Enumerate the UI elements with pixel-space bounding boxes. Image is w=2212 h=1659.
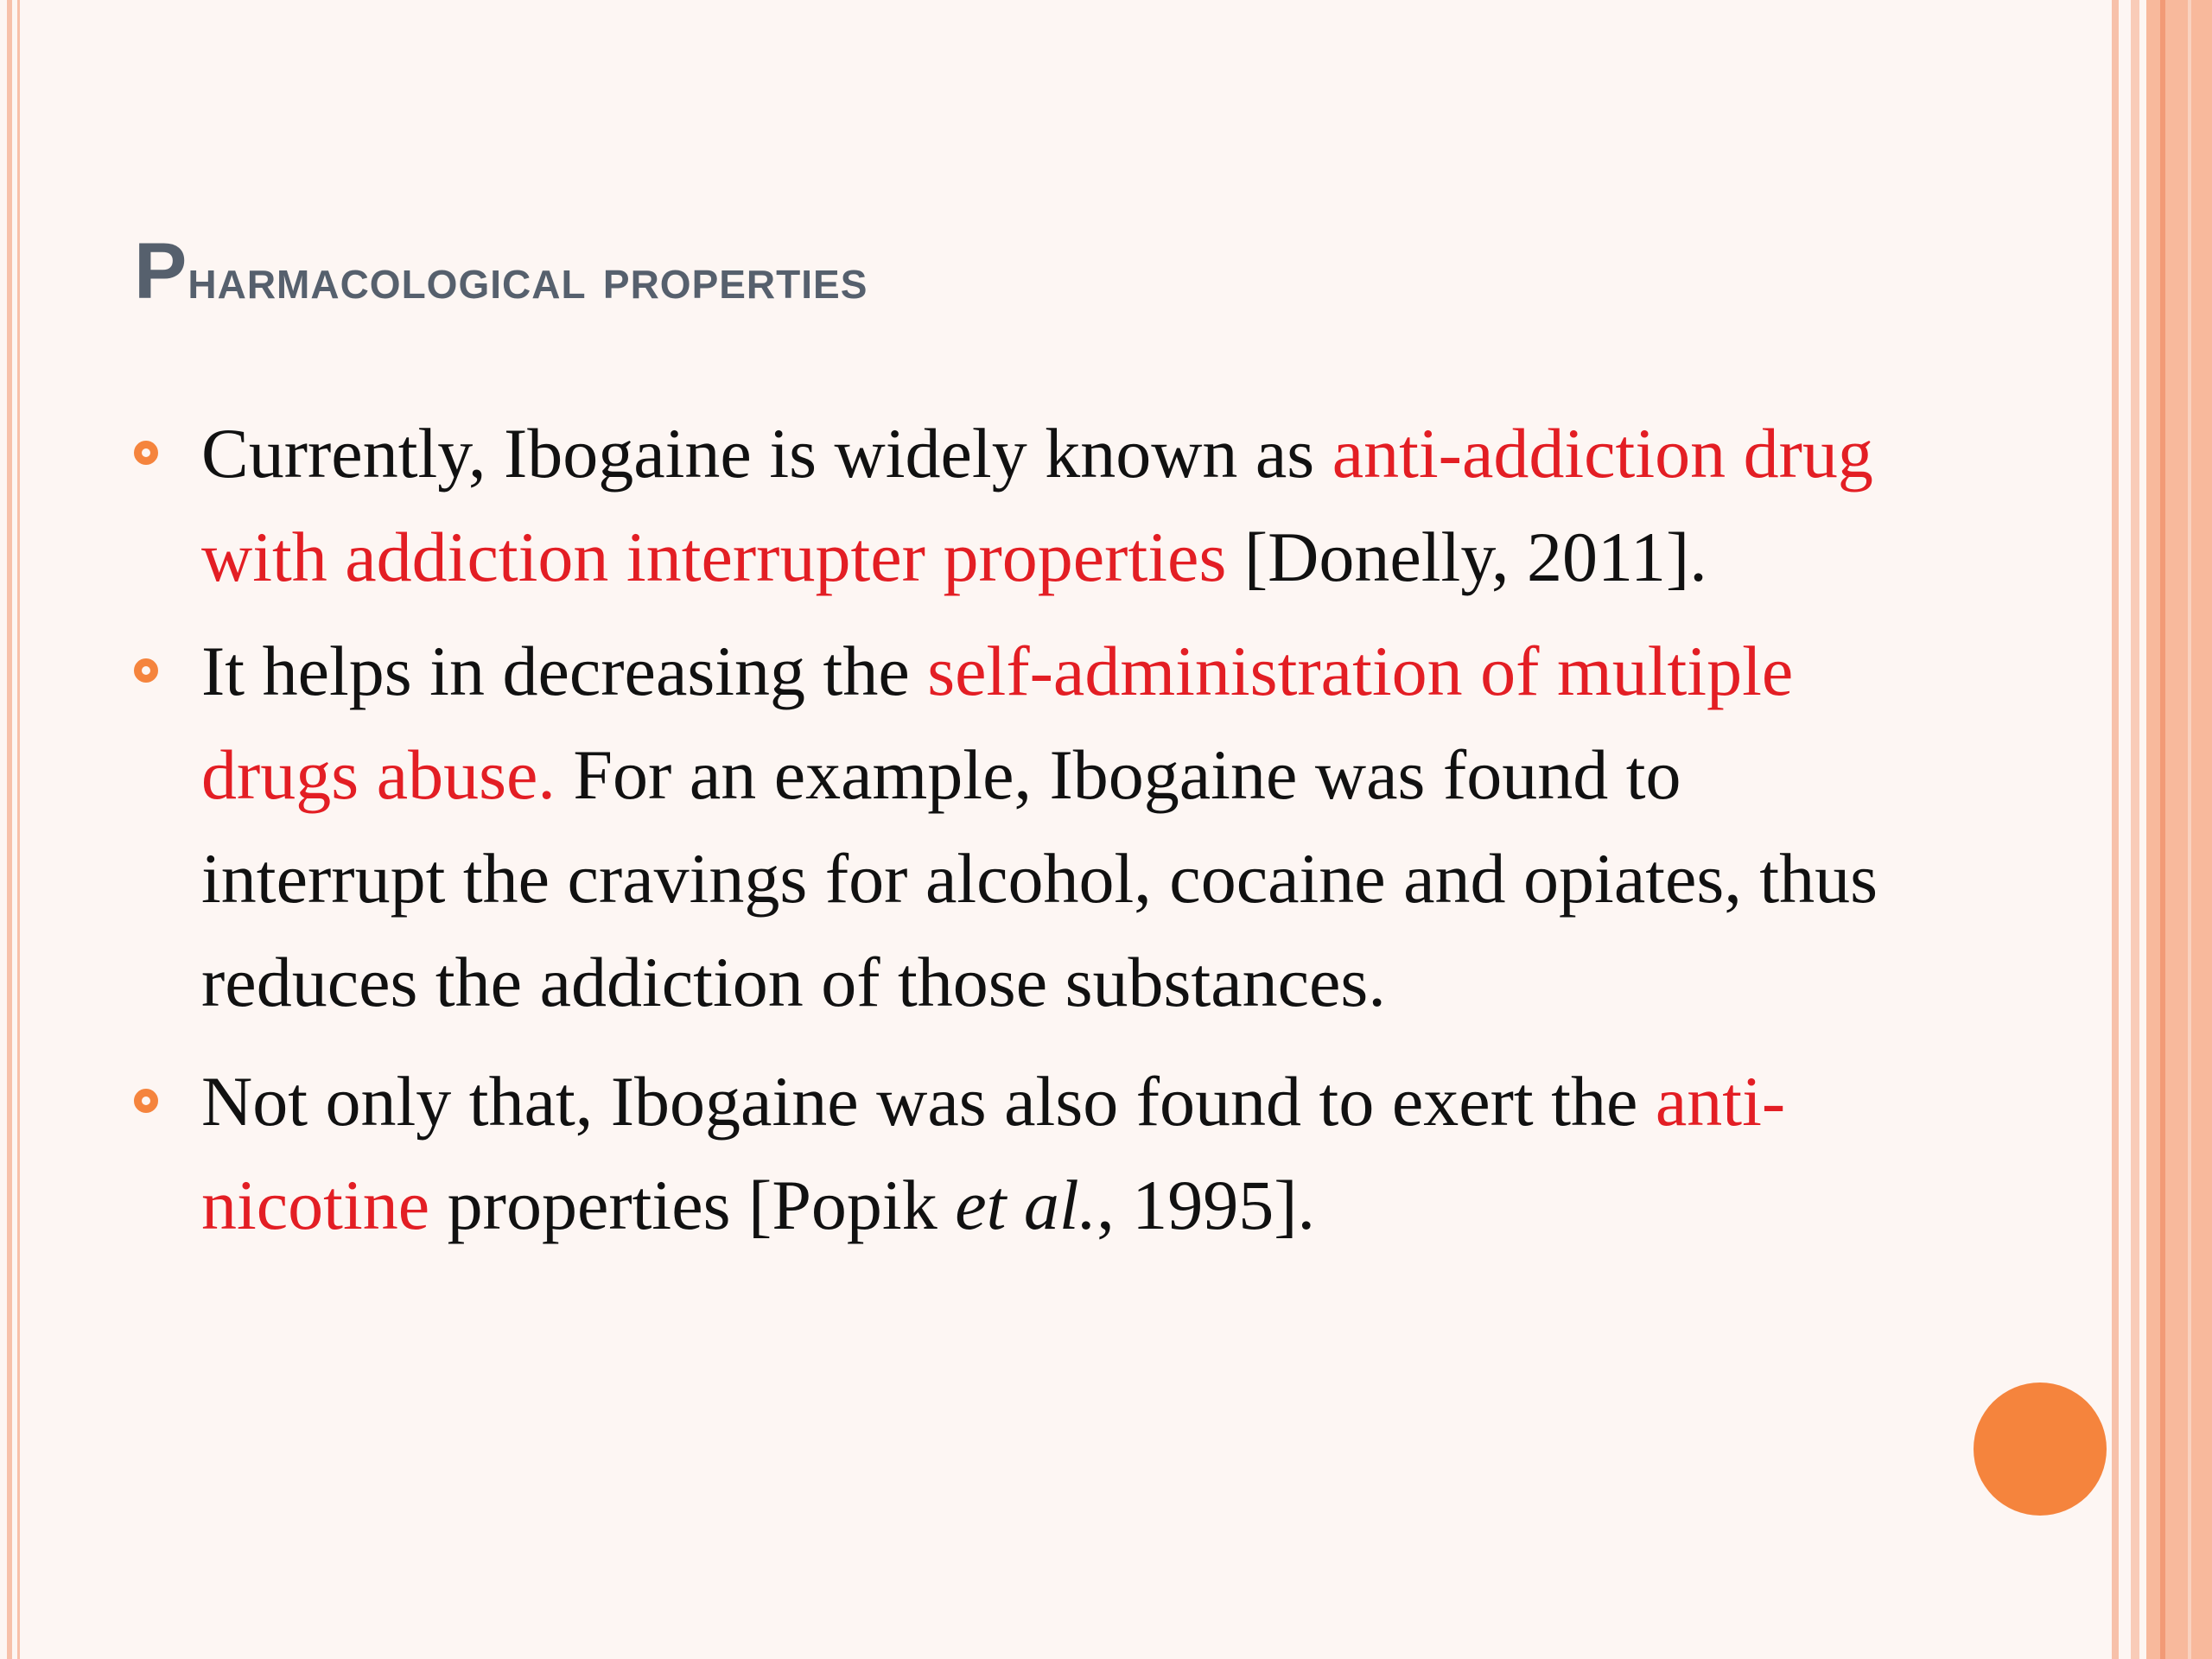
decorative-orange-circle	[1974, 1382, 2107, 1516]
slide-title: Pharmacological properties	[134, 227, 868, 315]
highlight-text: anti-addiction drug with addiction interrupter properties	[201, 414, 1873, 596]
bullet-circle-icon	[134, 1089, 158, 1113]
italic-text: et al.	[955, 1166, 1097, 1244]
bullet-circle-icon	[134, 441, 158, 465]
bullet-item-3	[134, 1050, 1897, 1257]
bullet-text-segment: Currently, Ibogaine is widely known as	[201, 414, 1332, 493]
left-border-line-inner	[17, 0, 20, 1659]
right-border-band	[2146, 0, 2212, 1659]
citation-text: [Donelly, 2011].	[1226, 518, 1707, 596]
left-border-line	[7, 0, 12, 1659]
highlight-text: anti-nicotine	[201, 1062, 1786, 1244]
right-border-stripe	[2160, 0, 2165, 1659]
right-border-line-1	[2112, 0, 2119, 1659]
bullet-text-segment: Not only that, Ibogaine was also found to exert the	[201, 1062, 1656, 1141]
highlight-text: self-administration of multiple drugs abuse.	[201, 632, 1794, 814]
bullet-text-segment: It helps in decreasing the	[201, 632, 928, 710]
bullet-item-2	[134, 620, 1897, 1034]
bullet-item-1	[134, 402, 1897, 609]
bullet-list	[134, 402, 1897, 1257]
bullet-text-segment: For an example, Ibogaine was found to interrupt the cravings for alcohol, cocaine and opiates, thus reduces the addiction of those substances.	[201, 735, 1878, 1021]
bullet-text-segment: properties [Popik	[429, 1166, 956, 1244]
right-border-stripe-2	[2188, 0, 2191, 1659]
citation-text: , 1995].	[1096, 1166, 1315, 1244]
bullet-circle-icon	[134, 658, 158, 683]
right-border-line-2	[2131, 0, 2139, 1659]
